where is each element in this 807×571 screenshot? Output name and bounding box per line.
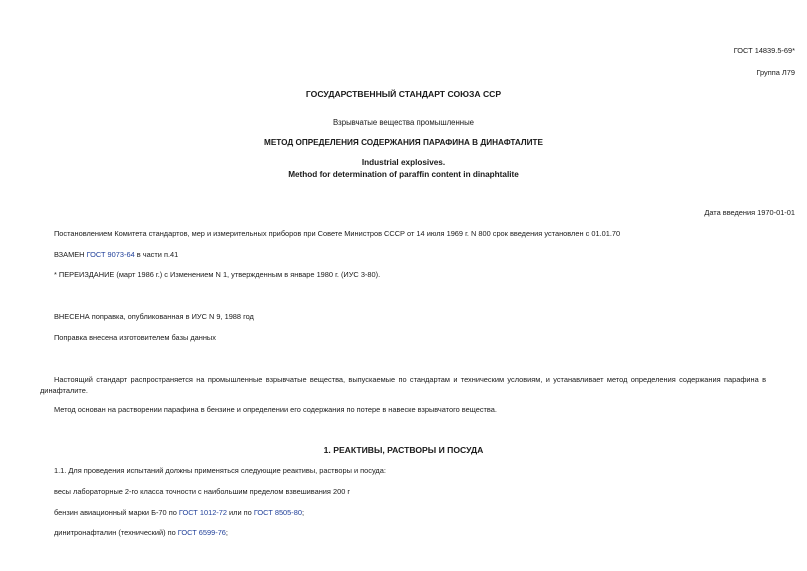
section-1-intro: 1.1. Для проведения испытаний должны применяться следующие реактивы, растворы и посуда:: [54, 466, 386, 475]
item2-prefix: бензин авиационный марки Б-70 по: [54, 508, 179, 517]
replaces-prefix: ВЗАМЕН: [54, 250, 87, 259]
method-ru: МЕТОД ОПРЕДЕЛЕНИЯ СОДЕРЖАНИЯ ПАРАФИНА В ДИНАФТАЛИТЕ: [264, 138, 543, 147]
db-note-text: Поправка внесена изготовителем базы данных: [54, 333, 216, 342]
link-gost-8505-80[interactable]: ГОСТ 8505-80: [253, 508, 302, 517]
principle-paragraph: Метод основан на растворении парафина в бензине и определении его содержания по потере в навеске взрывчатого вещества.: [54, 405, 497, 414]
list-item-gasoline: [54, 508, 304, 517]
link-gost-6599-76[interactable]: ГОСТ 6599-76: [177, 528, 226, 537]
section-1-heading: 1. РЕАКТИВЫ, РАСТВОРЫ И ПОСУДА: [323, 445, 484, 455]
state-standard-title: ГОСУДАРСТВЕННЫЙ СТАНДАРТ СОЮЗА ССР: [305, 89, 502, 99]
subject-en: Industrial explosives.: [361, 158, 446, 167]
link-gost-9073-64[interactable]: ГОСТ 9073-64: [86, 250, 135, 259]
list-item-dinitronaphthalene: [54, 528, 228, 537]
item3-prefix: динитронафталин (технический) по: [54, 528, 178, 537]
replaces-line: [54, 250, 178, 259]
group-code: Группа Л79: [756, 68, 795, 77]
subject-ru: Взрывчатые вещества промышленные: [332, 118, 475, 127]
intro-date: Дата введения 1970-01-01: [704, 208, 795, 217]
scope-paragraph: Настоящий стандарт распространяется на промышленные взрывчатые вещества, выпускаемые по стандартам и техническим условиям, и устанавливает метод определения содержания парафина в динафталите.: [40, 375, 766, 395]
item3-suffix: ;: [225, 528, 228, 537]
item2-mid: или по: [227, 508, 254, 517]
doc-code: ГОСТ 14839.5-69*: [733, 46, 795, 55]
replaces-suffix: в части п.41: [134, 250, 179, 259]
link-gost-1012-72[interactable]: ГОСТ 1012-72: [178, 508, 227, 517]
method-en: Method for determination of paraffin content in dinaphtalite: [288, 170, 519, 179]
list-item-scales: весы лабораторные 2-го класса точности с наибольшим пределом взвешивания 200 г: [54, 487, 351, 496]
resolution-text: Постановлением Комитета стандартов, мер и измерительных приборов при Совете Министров СССР от 14 июля 1969 г. N 800 срок введения установлен с 01.01.70: [54, 229, 621, 238]
item2-suffix: ;: [301, 508, 305, 517]
reissue-text: * ПЕРЕИЗДАНИЕ (март 1986 г.) с Изменением N 1, утвержденным в январе 1980 г. (ИУС 3-80).: [54, 270, 381, 279]
amendment-text: ВНЕСЕНА поправка, опубликованная в ИУС N 9, 1988 год: [54, 312, 254, 321]
